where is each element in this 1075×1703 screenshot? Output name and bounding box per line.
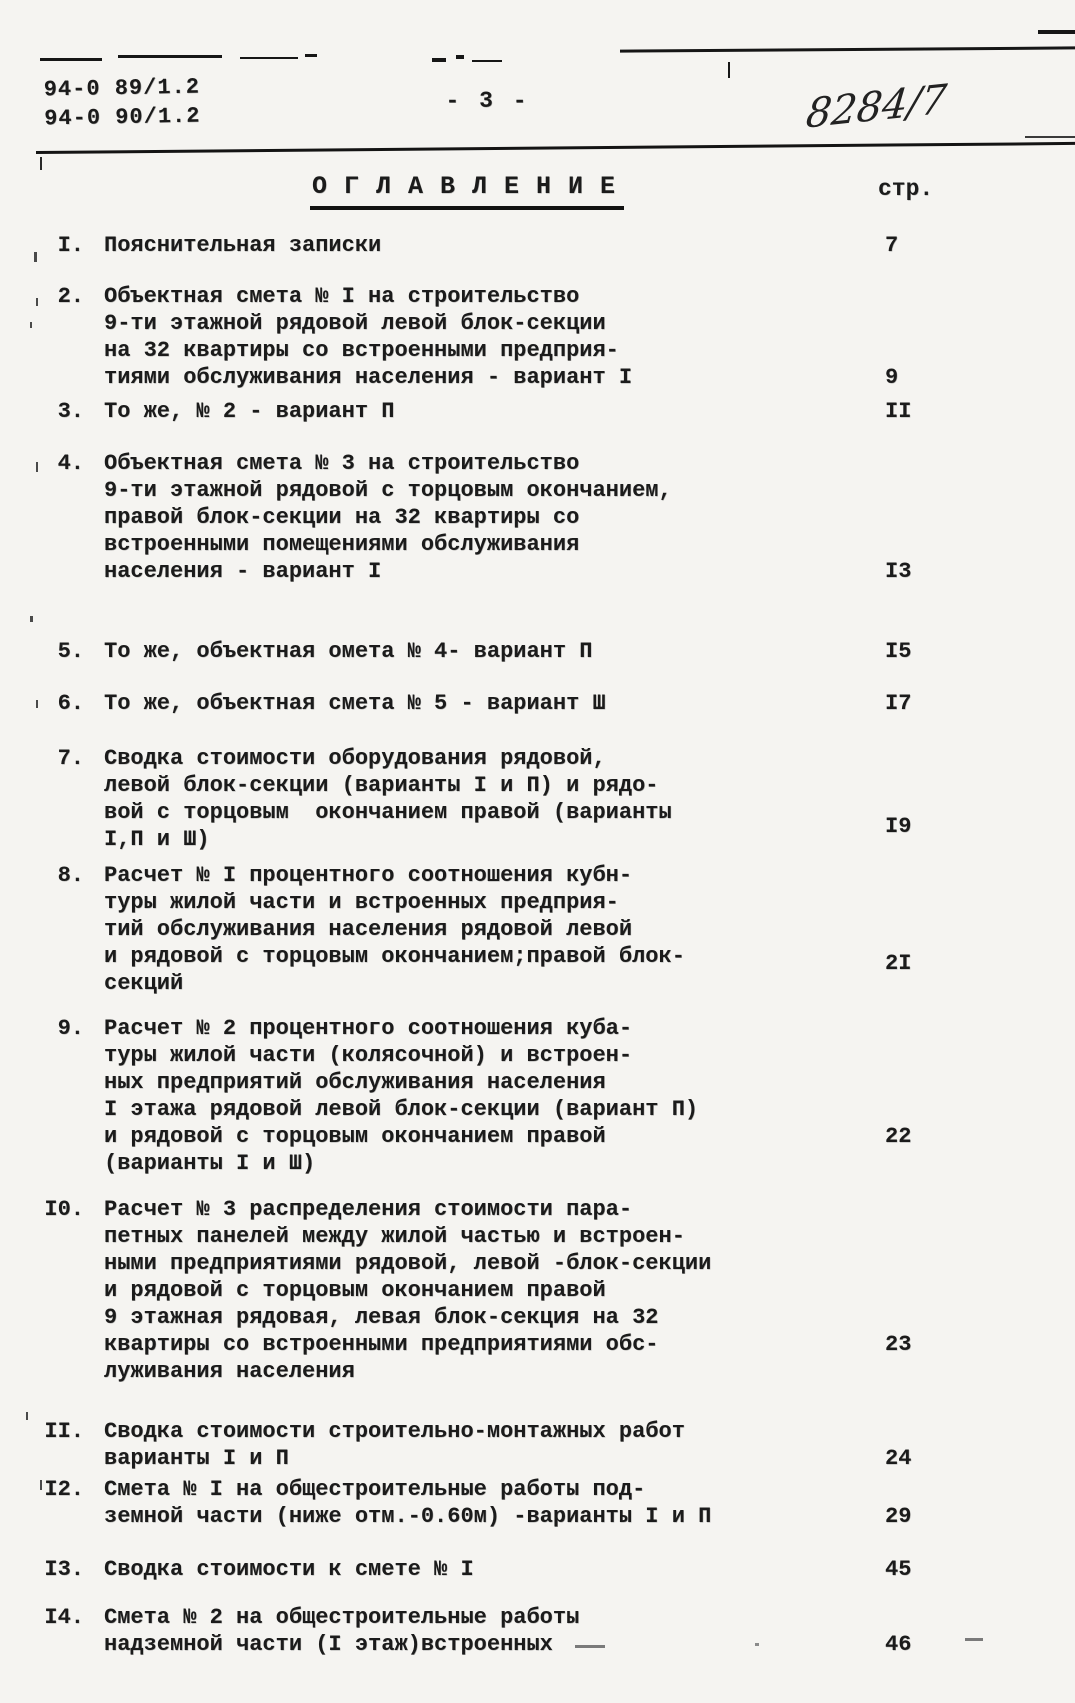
scan-artifact: [472, 60, 502, 62]
toc-item-page: 7: [885, 233, 899, 258]
toc-item: [0, 1015, 1075, 1177]
scan-artifact: [620, 46, 1075, 52]
toc-item-page: I9: [885, 814, 912, 839]
toc-line: луживания населения: [104, 1359, 355, 1384]
toc-line: Пояснительная записки: [104, 233, 382, 258]
toc-item-page: 23: [885, 1332, 912, 1357]
toc-item-number: 7.: [57, 746, 84, 771]
toc-item-page: 29: [885, 1504, 912, 1529]
toc-line: варианты I и П: [104, 1446, 289, 1471]
toc-item-number: II.: [44, 1419, 84, 1444]
scan-artifact: [456, 55, 464, 59]
toc-list: [0, 232, 1075, 1658]
toc-line: То же, № 2 - вариант П: [104, 399, 395, 424]
toc-item-number: 3.: [57, 399, 84, 424]
toc-item-number: 4.: [57, 451, 84, 476]
toc-line: I этажа рядовой левой блок-секции (вариант П): [104, 1097, 699, 1122]
page-number: - 3 -: [445, 88, 530, 114]
toc-item-number: I0.: [44, 1197, 84, 1222]
toc-line: То же, объектная омета № 4- вариант П: [104, 639, 593, 664]
toc-line: и рядовой с торцовым окончанием;правой блок-: [104, 944, 685, 969]
toc-line: на 32 квартиры со встроенными предприя-: [104, 338, 619, 363]
toc-item-text: [104, 745, 672, 853]
toc-item-text: [104, 450, 672, 585]
handwritten-number: 8284/7: [804, 76, 950, 138]
toc-line: ными предприятиями рядовой, левой -блок-секции: [104, 1251, 712, 1276]
toc-item: [0, 1476, 1075, 1530]
toc-line: Сводка стоимости к смете № I: [104, 1557, 474, 1582]
toc-item-page: II: [885, 399, 912, 424]
toc-item-text: [104, 398, 394, 425]
toc-item-text: [104, 232, 381, 259]
toc-line: Расчет № 2 процентного соотношения куба-: [104, 1016, 633, 1041]
toc-line: Сводка стоимости оборудования рядовой,: [104, 746, 606, 771]
toc-line: Смета № 2 на общестроительные работы: [104, 1605, 580, 1630]
toc-item-text: [104, 1476, 711, 1530]
doc-number-2: 94-0 90/1.2: [44, 103, 201, 132]
toc-line: туры жилой части и встроенных предприя-: [104, 890, 619, 915]
toc-line: Смета № I на общестроительные работы под-: [104, 1477, 646, 1502]
toc-item: [0, 1604, 1075, 1658]
toc-line: тий обслуживания населения рядовой левой: [104, 917, 633, 942]
toc-item: [0, 450, 1075, 585]
toc-line: встроенными помещениями обслуживания: [104, 532, 580, 557]
toc-item-page: 24: [885, 1446, 912, 1471]
scan-artifact: [40, 58, 102, 61]
page-column-header: стр.: [878, 176, 934, 202]
doc-number-1: 94-0 89/1.2: [43, 74, 201, 103]
toc-item-text: [104, 638, 592, 665]
header-rule: [36, 142, 1075, 154]
toc-item-number: 8.: [57, 863, 84, 888]
toc-item-number: I4.: [44, 1605, 84, 1630]
toc-item-page: 46: [885, 1632, 912, 1657]
toc-item-page: I7: [885, 691, 912, 716]
toc-item-text: [104, 1015, 698, 1177]
toc-item: [0, 1556, 1075, 1583]
toc-line: (варианты I и Ш): [104, 1151, 316, 1176]
toc-line: 9-ти этажной рядовой с торцовым окончанием,: [104, 478, 672, 503]
toc-item: [0, 690, 1075, 717]
toc-line: земной части (ниже отм.-0.60м) -варианты I и П: [104, 1504, 712, 1529]
toc-item-number: 5.: [57, 639, 84, 664]
toc-item-page: 45: [885, 1557, 912, 1582]
toc-line: и рядовой с торцовым окончанием правой: [104, 1124, 606, 1149]
toc-item-text: [104, 862, 685, 997]
toc-line: надземной части (I этаж)встроенных: [104, 1632, 553, 1657]
toc-item: [0, 398, 1075, 425]
toc-line: населения - вариант I: [104, 559, 382, 584]
toc-item-text: [104, 1556, 474, 1583]
toc-item-number: I.: [57, 233, 84, 258]
toc-line: ных предприятий обслуживания населения: [104, 1070, 606, 1095]
toc-line: вой с торцовым окончанием правой (варианты: [104, 800, 672, 825]
scan-artifact: [1038, 30, 1075, 34]
toc-item-page: 9: [885, 365, 899, 390]
toc-title: О Г Л А В Л Е Н И Е: [310, 172, 624, 210]
toc-line: I,П и Ш): [104, 827, 210, 852]
scan-artifact: [240, 57, 298, 59]
toc-line: тиями обслуживания населения - вариант I: [104, 365, 633, 390]
toc-item-number: I3.: [44, 1557, 84, 1582]
scan-artifact: [305, 54, 317, 57]
toc-item-text: [104, 283, 632, 391]
toc-line: квартиры со встроенными предприятиями обс-: [104, 1332, 659, 1357]
toc-item: [0, 638, 1075, 665]
toc-item-page: I3: [885, 559, 912, 584]
toc-item-text: [104, 1196, 711, 1385]
toc-item-page: I5: [885, 639, 912, 664]
toc-item: [0, 1418, 1075, 1472]
toc-item-text: [104, 1418, 685, 1472]
toc-line: То же, объектная смета № 5 - вариант Ш: [104, 691, 606, 716]
toc-item-text: [104, 1604, 579, 1658]
toc-item-number: 9.: [57, 1016, 84, 1041]
toc-item: [0, 1196, 1075, 1385]
toc-line: секций: [104, 971, 184, 996]
scan-artifact: [728, 62, 730, 78]
toc-item: [0, 232, 1075, 259]
toc-line: Расчет № I процентного соотношения кубн-: [104, 863, 633, 888]
scan-artifact: [118, 55, 222, 58]
toc-item-page: 2I: [885, 951, 912, 976]
toc-line: петных панелей между жилой частью и встроен-: [104, 1224, 685, 1249]
scan-artifact: [40, 157, 42, 170]
toc-item: [0, 862, 1075, 997]
toc-item-text: [104, 690, 606, 717]
toc-item: [0, 745, 1075, 853]
scan-artifact: [1025, 136, 1075, 138]
toc-line: 9-ти этажной рядовой левой блок-секции: [104, 311, 606, 336]
toc-line: Расчет № 3 распределения стоимости пара-: [104, 1197, 633, 1222]
toc-line: Сводка стоимости строительно-монтажных работ: [104, 1419, 685, 1444]
toc-line: и рядовой с торцовым окончанием правой: [104, 1278, 606, 1303]
toc-line: 9 этажная рядовая, левая блок-секция на 32: [104, 1305, 659, 1330]
toc-item-page: 22: [885, 1124, 912, 1149]
toc-line: левой блок-секции (варианты I и П) и рядо-: [104, 773, 659, 798]
scan-artifact: [432, 58, 446, 62]
toc-item-number: 2.: [57, 284, 84, 309]
toc-line: туры жилой части (колясочной) и встроен-: [104, 1043, 633, 1068]
toc-line: правой блок-секции на 32 квартиры со: [104, 505, 580, 530]
toc-line: Объектная смета № 3 на строительство: [104, 451, 580, 476]
toc-item-number: 6.: [57, 691, 84, 716]
toc-line: Объектная смета № I на строительство: [104, 284, 580, 309]
toc-item: [0, 283, 1075, 391]
toc-item-number: I2.: [44, 1477, 84, 1502]
